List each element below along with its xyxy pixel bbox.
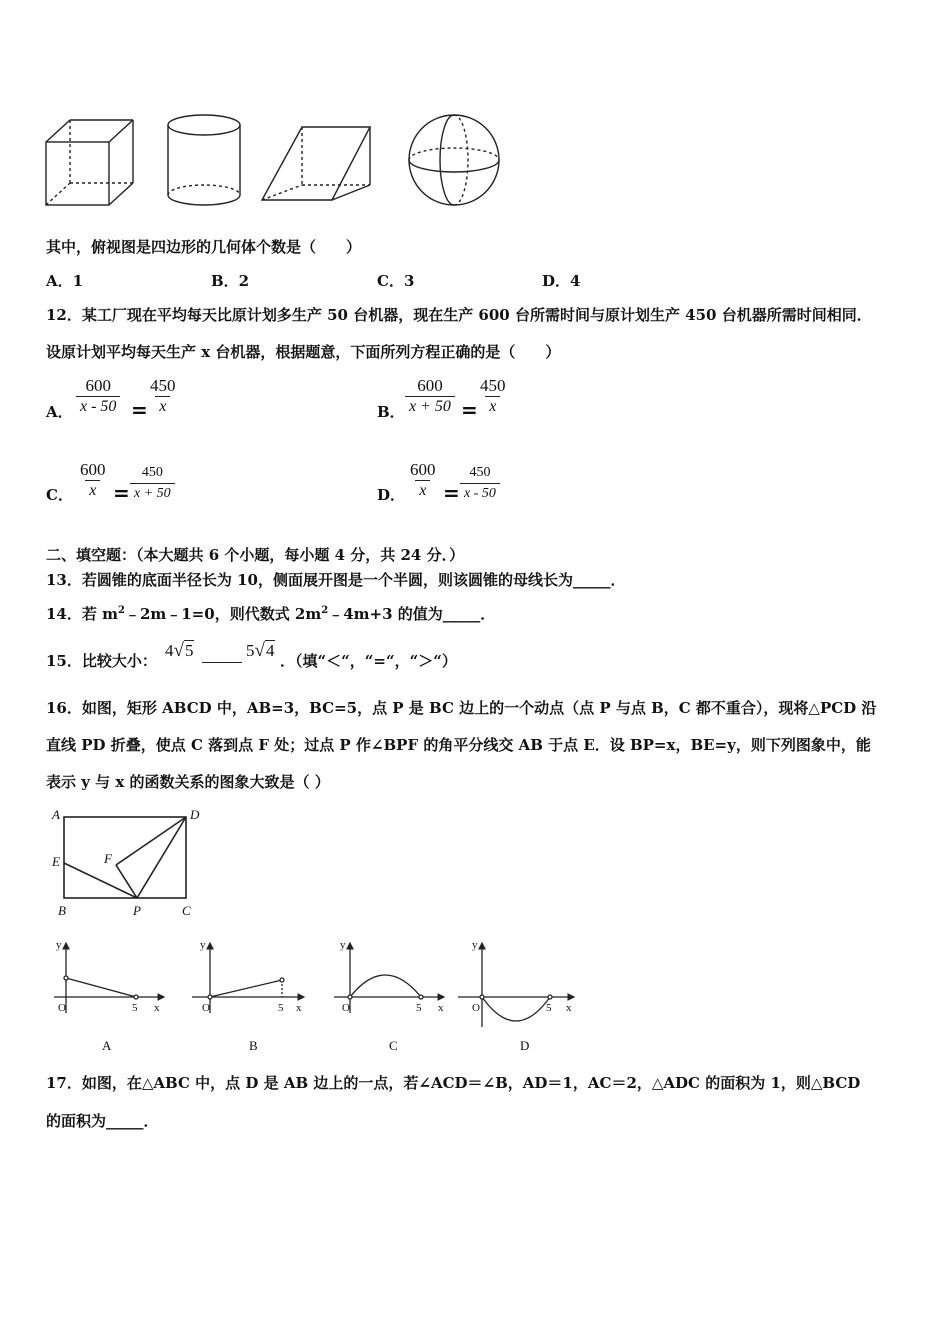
fraction-numerator: 600: [80, 460, 106, 479]
fraction-denominator: x: [415, 480, 430, 501]
radical-icon: √: [254, 640, 265, 661]
q12-line-2: 设原计划平均每天生产 x 台机器，根据题意，下面所列方程正确的是（ ）: [46, 343, 561, 361]
graph-c: [334, 943, 444, 1013]
graph-d-caption: D: [520, 1038, 530, 1053]
cube-solid: [46, 120, 133, 205]
q11-option-d: D．4: [542, 272, 581, 290]
q15-prefix: 15．比较大小：: [46, 652, 157, 670]
q11-question: 其中，俯视图是四边形的几何体个数是（ ）: [46, 238, 362, 256]
graph-a-tick-5: 5: [132, 1002, 138, 1014]
graph-c-tick-5: 5: [416, 1002, 422, 1014]
label-a: A: [52, 807, 60, 822]
q14-exponent-2: 2: [321, 605, 329, 616]
q12-option-a-right-fraction: [146, 376, 180, 417]
q15-a-coef: 4: [165, 641, 174, 660]
graph-a-caption: A: [102, 1038, 112, 1053]
graph-d-x-label: x: [566, 1002, 572, 1014]
q15-b-coef: 5: [246, 641, 255, 660]
graph-d-origin: O: [472, 1002, 480, 1014]
q16-line-1: 16．如图，矩形 ABCD 中，AB=3，BC=5，点 P 是 BC 边上的一个动点（点 P 与点 B，C 都不重合），现将△PCD 沿: [46, 699, 877, 717]
graph-d-y-label: y: [472, 939, 478, 951]
graph-b-x-label: x: [296, 1002, 302, 1014]
fraction-numerator: 450: [480, 376, 506, 395]
graph-a-y-label: y: [56, 939, 62, 951]
q15-a-radicand: 5: [184, 641, 194, 660]
q11-option-b: B．2: [211, 272, 250, 290]
graph-a-x-label: x: [154, 1002, 160, 1014]
q12-line-1: 12．某工厂现在平均每天比原计划多生产 50 台机器，现在生产 600 台所需时间与原计划生产 450 台机器所需时间相同．: [46, 306, 872, 324]
q15-suffix: ．（填“＜“，“=“，“＞“）: [280, 652, 457, 670]
q11-solids-figure: [40, 105, 510, 215]
fraction-denominator: x + 50: [405, 396, 455, 417]
graph-a-origin: O: [58, 1002, 66, 1014]
q15-expr-a: [165, 640, 194, 662]
q12-option-a-letter: A．: [46, 403, 73, 421]
graph-c-x-label: x: [438, 1002, 444, 1014]
q14-part-2: ﹣2m﹣1=0，则代数式 2m: [124, 605, 322, 623]
q14-exponent-1: 2: [117, 605, 125, 616]
graph-a: [54, 943, 164, 1013]
q15-blank: [202, 662, 242, 663]
fraction-numerator: 450: [141, 465, 163, 480]
q17-line-1: 17．如图，在△ABC 中，点 D 是 AB 边上的一点，若∠ACD＝∠B，AD＝1，AC＝2，△ADC 的面积为 1，则△BCD: [46, 1074, 861, 1092]
q14-text: [46, 603, 495, 624]
radical-icon: √: [173, 640, 184, 661]
q16-line-3: 表示 y 与 x 的函数关系的图象大致是（ ）: [46, 773, 330, 791]
graph-b-caption: B: [249, 1038, 258, 1053]
q13-text: 13．若圆锥的底面半径长为 10，侧面展开图是一个半圆，则该圆锥的母线长为_____．: [46, 571, 626, 589]
fraction-denominator: x - 50: [76, 396, 120, 417]
q12-option-c-left-fraction: [76, 460, 110, 501]
label-p: P: [133, 903, 141, 918]
q11-option-c: C．3: [377, 272, 415, 290]
q16-line-2: 直线 PD 折叠，使点 C 落到点 F 处；过点 P 作∠BPF 的角平分线交 AB 于点 E．设 BP=x，BE=y，则下列图象中，能: [46, 736, 871, 754]
label-e: E: [52, 854, 60, 869]
q17-line-2: 的面积为_____．: [46, 1112, 159, 1130]
fraction-numerator: 600: [85, 376, 111, 395]
fraction-denominator: x: [85, 480, 100, 501]
q14-part-1: 14．若 m: [46, 605, 118, 623]
q12-option-a-left-fraction: [76, 376, 120, 417]
q11-option-a: A．1: [46, 272, 84, 290]
q14-part-3: ﹣4m+3 的值为_____．: [328, 605, 496, 623]
q12-option-b-left-fraction: [405, 376, 455, 417]
q12-option-d-letter: D．: [377, 486, 406, 504]
fraction-numerator: 450: [469, 465, 491, 480]
q12-option-b-right-fraction: [476, 376, 510, 417]
q12-option-b-letter: B．: [377, 403, 405, 421]
fraction-numerator: 450: [150, 376, 176, 395]
q15-b-radicand: 4: [265, 641, 275, 660]
q16-rectangle-figure: [44, 803, 214, 921]
label-f: F: [104, 851, 112, 866]
graph-d-tick-5: 5: [546, 1002, 552, 1014]
fraction-denominator: x: [485, 396, 500, 417]
q12-option-d-left-fraction: [406, 460, 440, 501]
label-c: C: [182, 903, 191, 918]
graph-b-tick-5: 5: [278, 1002, 284, 1014]
q16-graphs: [44, 935, 584, 1060]
graph-c-y-label: y: [340, 939, 346, 951]
q12-option-c-right-fraction: [130, 463, 175, 504]
graph-b-y-label: y: [200, 939, 206, 951]
prism-solid: [262, 127, 370, 200]
fraction-numerator: 600: [417, 376, 443, 395]
q12-option-c-letter: C．: [46, 486, 73, 504]
fraction-denominator: x + 50: [130, 483, 175, 504]
fraction-numerator: 600: [410, 460, 436, 479]
q12-option-a-equals: =: [131, 398, 148, 422]
fraction-denominator: x - 50: [460, 483, 500, 504]
sphere-solid: [409, 115, 499, 205]
graph-d: [458, 943, 574, 1027]
q12-option-d-right-fraction: [460, 463, 500, 504]
q12-option-b-equals: =: [461, 398, 478, 422]
label-d: D: [190, 807, 200, 822]
label-b: B: [58, 903, 66, 918]
fraction-denominator: x: [155, 396, 170, 417]
q12-option-d-equals: =: [443, 481, 460, 505]
q12-option-c-equals: =: [113, 481, 130, 505]
q15-expr-b: [246, 640, 275, 662]
graph-b-origin: O: [202, 1002, 210, 1014]
section-2-heading: 二、填空题：（本大题共 6 个小题，每小题 4 分，共 24 分．）: [46, 546, 465, 564]
cylinder-solid: [168, 115, 240, 205]
graph-c-origin: O: [342, 1002, 350, 1014]
graph-c-caption: C: [389, 1038, 398, 1053]
